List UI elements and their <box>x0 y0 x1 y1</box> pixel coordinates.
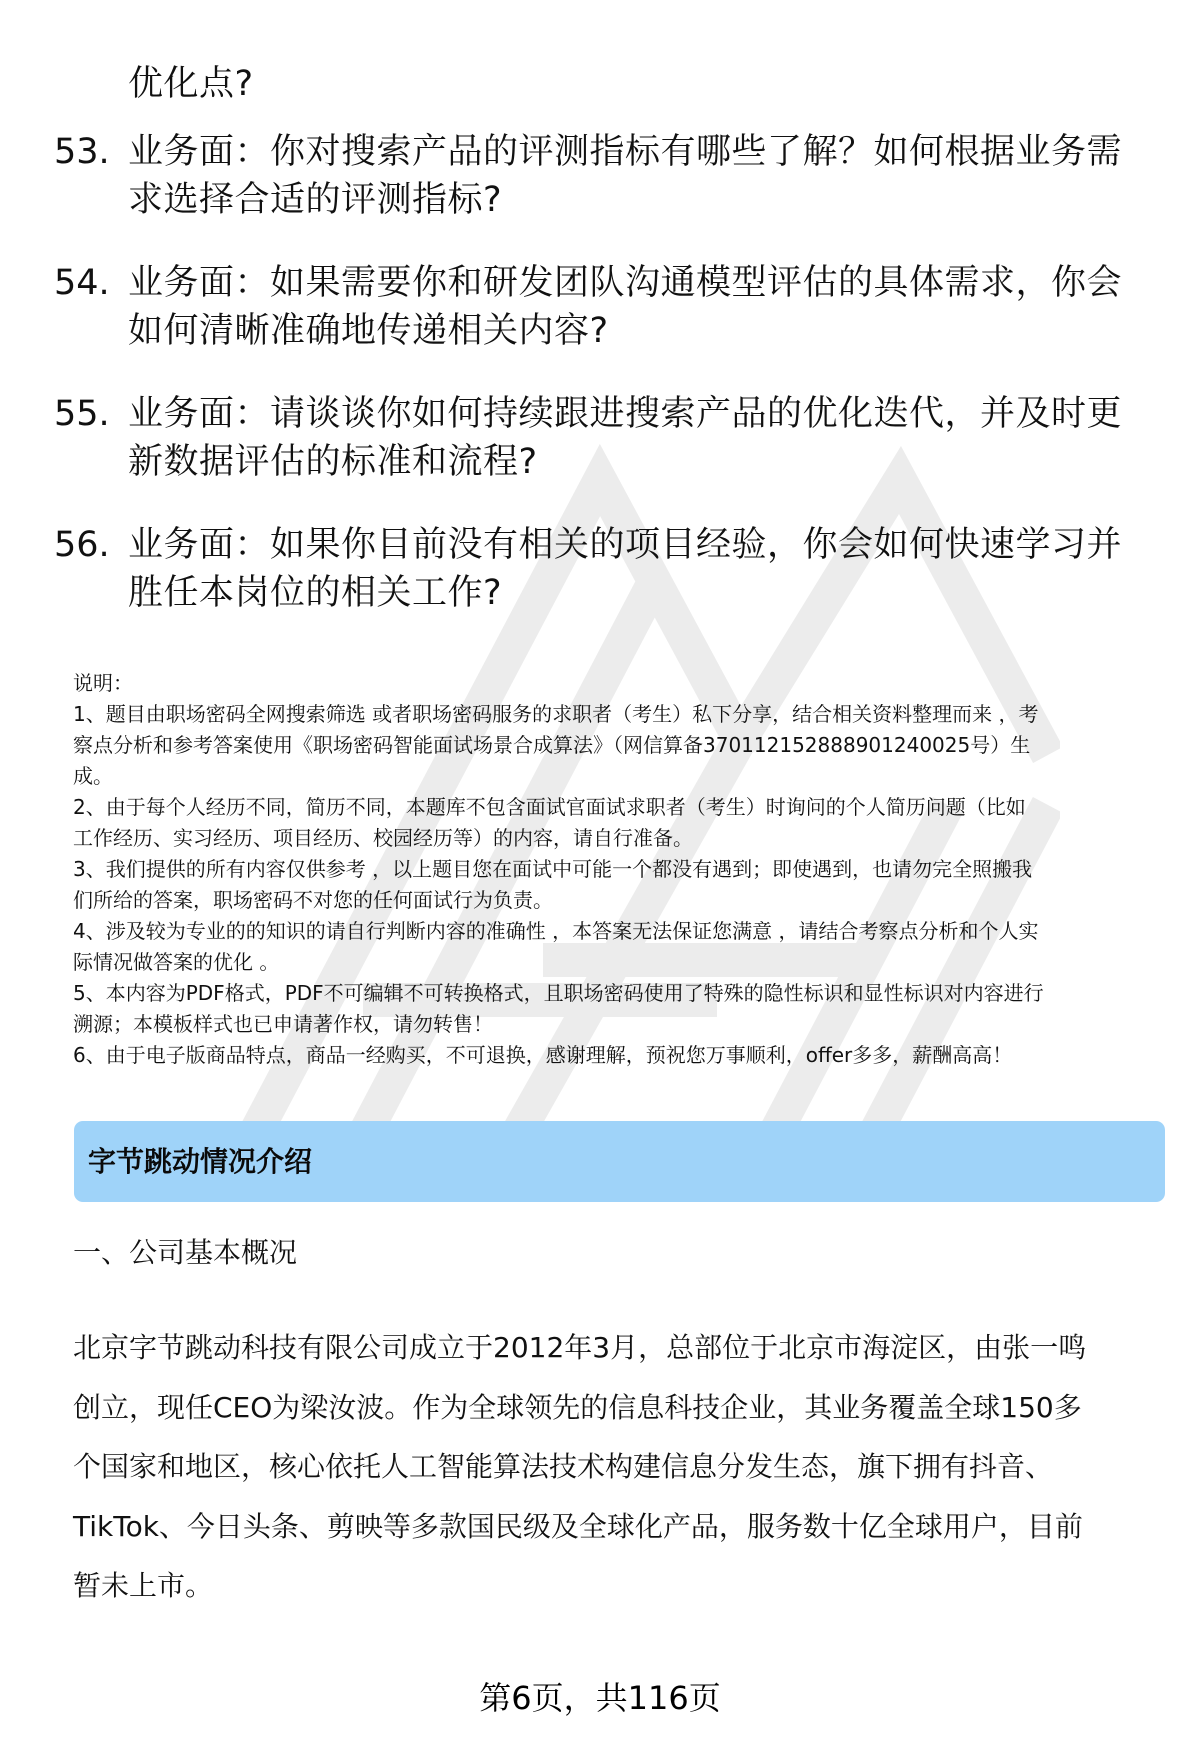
section-title: 字节跳动情况介绍 <box>88 1145 313 1178</box>
note-line: 6、由于电子版商品特点，商品一经购买，不可退换，感谢理解，预祝您万事顺利，offer多多，薪酬高高！ <box>73 1043 1013 1067</box>
note-line: 1、题目由职场密码全网搜索筛选 或者职场密码服务的求职者（考生）私下分享，结合相关资料整理而来 ，考 <box>73 702 1039 726</box>
sub-heading: 一、公司基本概况 <box>73 1236 298 1269</box>
note-line: 工作经历、实习经历、项目经历、校园经历等）的内容，请自行准备。 <box>73 826 693 850</box>
question-55-line-1: 业务面：请谈谈你如何持续跟进搜索产品的优化迭代，并及时更 <box>128 394 1123 434</box>
question-55-line-2: 新数据评估的标准和流程? <box>128 442 538 482</box>
question-54-line-2: 如何清晰准确地传递相关内容? <box>128 311 609 351</box>
question-52-continuation: 优化点? <box>128 64 254 104</box>
note-line: 际情况做答案的优化 。 <box>73 950 280 974</box>
note-line: 2、由于每个人经历不同，简历不同，本题库不包含面试官面试求职者（考生）时询问的个人简历问题（比如 <box>73 795 1026 819</box>
paragraph-line: 暂未上市。 <box>73 1569 214 1602</box>
question-number: 55. <box>54 394 110 434</box>
note-line: 4、涉及较为专业的的知识的请自行判断内容的准确性 ，本答案无法保证您满意 ，请结合考察点分析和个人实 <box>73 919 1039 943</box>
question-number: 54. <box>54 263 110 303</box>
question-53-line-1: 业务面：你对搜索产品的评测指标有哪些了解？如何根据业务需 <box>128 132 1123 172</box>
paragraph-line: 创立，现任CEO为梁汝波。作为全球领先的信息科技企业，其业务覆盖全球150多 <box>73 1390 1082 1424</box>
note-line: 成。 <box>73 764 113 788</box>
question-number: 56. <box>54 525 110 565</box>
note-line: 3、我们提供的所有内容仅供参考 ，以上题目您在面试中可能一个都没有遇到；即使遇到，也请勿完全照搬我 <box>73 857 1033 881</box>
notes-title: 说明： <box>73 671 133 695</box>
paragraph-line: TikTok、今日头条、剪映等多款国民级及全球化产品，服务数十亿全球用户，目前 <box>73 1509 1083 1543</box>
question-56-line-2: 胜任本岗位的相关工作? <box>128 573 503 613</box>
paragraph-line: 个国家和地区，核心依托人工智能算法技术构建信息分发生态，旗下拥有抖音、 <box>73 1450 1054 1483</box>
paragraph-line: 北京字节跳动科技有限公司成立于2012年3月，总部位于北京市海淀区，由张一鸣 <box>73 1331 1087 1364</box>
note-line: 5、本内容为PDF格式，PDF不可编辑不可转换格式，且职场密码使用了特殊的隐性标识和显性标识对内容进行 <box>73 981 1044 1005</box>
note-line: 察点分析和参考答案使用《职场密码智能面试场景合成算法》（网信算备370112152888901240025号）生 <box>73 733 1031 757</box>
section-banner <box>74 1121 1165 1202</box>
question-number: 53. <box>54 132 110 172</box>
note-line: 溯源；本模板样式也已申请著作权，请勿转售！ <box>73 1012 493 1036</box>
page-number-footer: 第6页，共116页 <box>479 1679 721 1717</box>
question-56-line-1: 业务面：如果你目前没有相关的项目经验，你会如何快速学习并 <box>128 525 1123 565</box>
note-line: 们所给的答案，职场密码不对您的任何面试行为负责。 <box>73 888 553 912</box>
question-54-line-1: 业务面：如果需要你和研发团队沟通模型评估的具体需求，你会 <box>128 263 1123 303</box>
question-53-line-2: 求选择合适的评测指标? <box>128 180 503 220</box>
company-overview-paragraph <box>73 1318 1173 1616</box>
disclaimer-notes <box>73 668 1163 1071</box>
